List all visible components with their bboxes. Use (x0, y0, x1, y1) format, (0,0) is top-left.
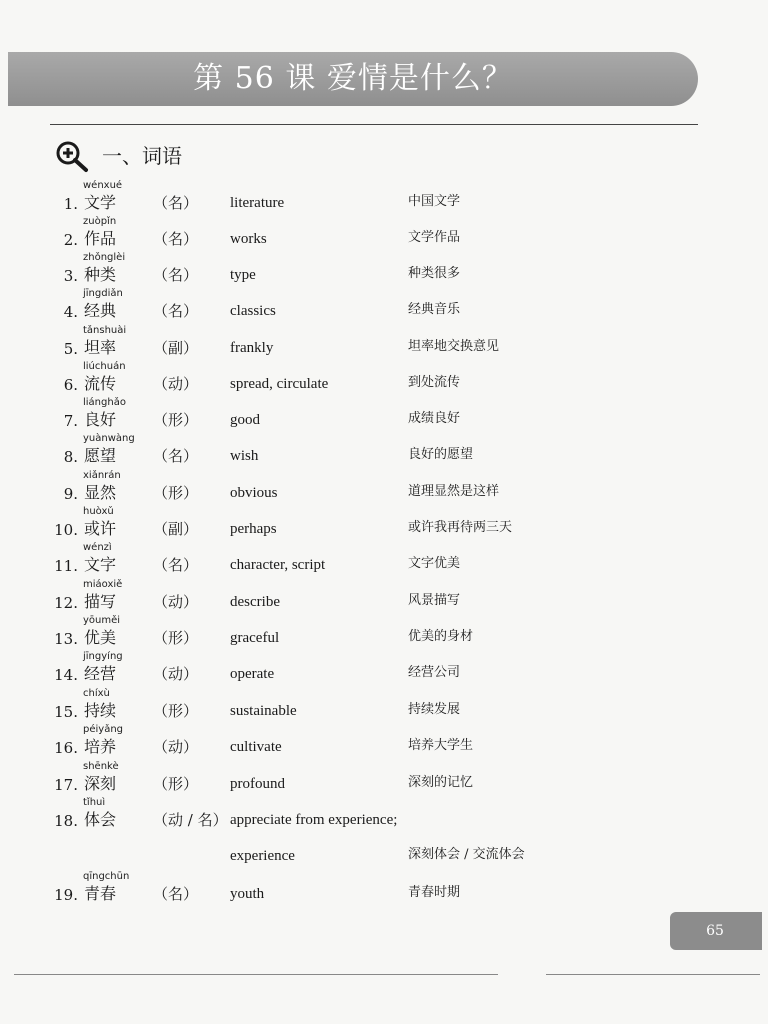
entry-english: type (230, 267, 256, 283)
entry-part-of-speech: （名） (153, 556, 199, 574)
entry-hanzi: 体会 (84, 810, 117, 829)
entry-english: obvious (230, 485, 278, 501)
entry-pinyin: shēnkè (83, 761, 119, 772)
vocab-entry (0, 615, 768, 651)
entry-hanzi: 显然 (84, 483, 117, 502)
vocab-entry (0, 216, 768, 252)
vocab-entry (0, 288, 768, 324)
entry-number: 17. (54, 776, 78, 794)
entry-pinyin: liúchuán (83, 361, 126, 372)
vocab-entry (0, 252, 768, 288)
entry-example: 道理显然是这样 (408, 484, 500, 499)
vocab-entry (0, 361, 768, 397)
entry-part-of-speech: （动） (153, 665, 199, 683)
vocab-entry (0, 579, 768, 615)
entry-english: character, script (230, 557, 326, 573)
entry-number: 9. (63, 485, 78, 503)
entry-example: 深刻体会 / 交流体会 (408, 847, 525, 862)
vocab-entry (0, 651, 768, 687)
entry-pinyin: wénzì (83, 542, 112, 553)
vocab-entry (0, 871, 768, 907)
entry-example: 优美的身材 (408, 629, 474, 644)
footer-divider (546, 974, 760, 975)
entry-number: 3. (63, 267, 78, 285)
lesson-title-banner (8, 52, 698, 106)
entry-number: 10. (54, 521, 78, 539)
entry-hanzi: 种类 (84, 265, 117, 284)
footer-divider (14, 974, 498, 975)
entry-number: 4. (63, 303, 78, 321)
vocab-entry (0, 797, 768, 833)
entry-pinyin: jīngdiǎn (83, 288, 123, 299)
entry-part-of-speech: （动） (153, 738, 199, 756)
entry-part-of-speech: （名） (153, 885, 199, 903)
entry-pinyin: huòxǔ (83, 506, 114, 517)
entry-hanzi: 青春 (84, 884, 117, 903)
entry-part-of-speech: （名） (153, 266, 199, 284)
vocab-entry-continuation (0, 833, 768, 869)
entry-part-of-speech: （名） (153, 302, 199, 320)
entry-number: 16. (54, 739, 78, 757)
entry-hanzi: 文学 (84, 193, 117, 212)
entry-pinyin: miáoxiě (83, 579, 123, 590)
entry-english: wish (230, 448, 259, 464)
entry-number: 14. (54, 666, 78, 684)
entry-pinyin: xiǎnrán (83, 470, 121, 481)
title-divider (50, 124, 698, 125)
entry-part-of-speech: （副） (153, 520, 199, 538)
entry-pinyin: liánghǎo (83, 397, 126, 408)
entry-english: graceful (230, 630, 280, 646)
entry-hanzi: 良好 (84, 410, 117, 429)
entry-english: cultivate (230, 739, 282, 755)
entry-hanzi: 愿望 (84, 446, 117, 465)
entry-part-of-speech: （动） (153, 593, 199, 611)
entry-english: profound (230, 776, 285, 792)
entry-hanzi: 持续 (84, 701, 117, 720)
entry-pinyin: tǐhuì (83, 797, 106, 808)
entry-hanzi: 培养 (84, 737, 117, 756)
entry-hanzi: 或许 (84, 519, 117, 538)
vocab-entry (0, 761, 768, 797)
vocab-entry (0, 433, 768, 469)
vocab-entry (0, 688, 768, 724)
entry-number: 15. (54, 703, 78, 721)
entry-english: perhaps (230, 521, 277, 537)
entry-pinyin: wénxué (83, 180, 123, 191)
entry-number: 7. (63, 412, 78, 430)
vocab-entry (0, 325, 768, 361)
entry-pinyin: qīngchūn (83, 871, 130, 882)
entry-hanzi: 文字 (84, 555, 117, 574)
section-heading: 一、词语 (102, 144, 182, 168)
entry-part-of-speech: （名） (153, 230, 199, 248)
entry-part-of-speech: （形） (153, 484, 199, 502)
entry-part-of-speech: （名） (153, 447, 199, 465)
lesson-title: 第 56 课 爱情是什么？ (193, 61, 513, 96)
entry-example: 种类很多 (408, 266, 461, 281)
vocab-entry (0, 542, 768, 578)
entry-example: 良好的愿望 (408, 447, 474, 462)
vocab-entry (0, 180, 768, 216)
vocab-entry (0, 470, 768, 506)
entry-hanzi: 经典 (84, 301, 117, 320)
entry-example: 经营公司 (408, 665, 461, 680)
vocab-entry (0, 724, 768, 760)
entry-example: 风景描写 (408, 593, 461, 608)
entry-part-of-speech: （形） (153, 411, 199, 429)
entry-english: works (230, 231, 267, 247)
entry-number: 2. (63, 231, 78, 249)
entry-number: 12. (54, 594, 78, 612)
entry-hanzi: 流传 (84, 374, 117, 393)
entry-example: 经典音乐 (408, 302, 461, 317)
entry-english: classics (230, 303, 276, 319)
entry-pinyin: péiyǎng (83, 724, 124, 735)
entry-example: 深刻的记忆 (408, 775, 474, 790)
entry-hanzi: 深刻 (84, 774, 117, 793)
entry-pinyin: tǎnshuài (83, 325, 127, 336)
entry-pinyin: yuànwàng (83, 433, 135, 444)
entry-number: 5. (63, 340, 78, 358)
entry-example: 青春时期 (408, 885, 461, 900)
vocab-entry (0, 397, 768, 433)
entry-pinyin: zuòpǐn (83, 216, 117, 227)
entry-example: 培养大学生 (408, 738, 474, 753)
entry-number: 1. (63, 195, 78, 213)
entry-english: appreciate from experience; (230, 812, 398, 828)
entry-hanzi: 经营 (84, 664, 117, 683)
entry-english: spread, circulate (230, 376, 329, 392)
page-number: 65 (706, 923, 724, 939)
entry-part-of-speech: （形） (153, 702, 199, 720)
entry-number: 8. (63, 448, 78, 466)
entry-part-of-speech: （动 / 名） (153, 811, 228, 829)
entry-hanzi: 作品 (84, 229, 117, 248)
entry-hanzi: 坦率 (84, 338, 117, 357)
entry-number: 6. (63, 376, 78, 394)
magnifier-plus-icon (54, 140, 92, 174)
entry-pinyin: chíxù (83, 688, 110, 699)
entry-english: good (230, 412, 260, 428)
entry-number: 13. (54, 630, 78, 648)
entry-example: 成绩良好 (408, 411, 461, 426)
entry-example: 坦率地交换意见 (408, 339, 500, 354)
entry-example: 文字优美 (408, 556, 461, 571)
entry-hanzi: 优美 (84, 628, 117, 647)
entry-example: 持续发展 (408, 702, 461, 717)
entry-number: 18. (54, 812, 78, 830)
entry-english: sustainable (230, 703, 297, 719)
entry-english: frankly (230, 340, 274, 356)
page-number-tab (670, 912, 762, 950)
entry-part-of-speech: （名） (153, 194, 199, 212)
entry-part-of-speech: （动） (153, 375, 199, 393)
entry-pinyin: jīngyíng (83, 651, 123, 662)
entry-example: 或许我再待两三天 (408, 520, 513, 535)
entry-example: 文学作品 (408, 230, 461, 245)
entry-english: operate (230, 666, 275, 682)
entry-example: 到处流传 (408, 375, 461, 390)
entry-number: 19. (54, 886, 78, 904)
entry-pinyin: zhǒnglèi (83, 252, 126, 263)
entry-english: experience (230, 848, 295, 864)
entry-english: youth (230, 886, 265, 902)
entry-pinyin: yōuměi (83, 615, 121, 626)
entry-number: 11. (54, 557, 78, 575)
entry-example: 中国文学 (408, 194, 461, 209)
entry-english: describe (230, 594, 280, 610)
entry-english: literature (230, 195, 285, 211)
entry-part-of-speech: （形） (153, 629, 199, 647)
entry-part-of-speech: （副） (153, 339, 199, 357)
vocab-entry (0, 506, 768, 542)
entry-hanzi: 描写 (84, 592, 117, 611)
entry-part-of-speech: （形） (153, 775, 199, 793)
